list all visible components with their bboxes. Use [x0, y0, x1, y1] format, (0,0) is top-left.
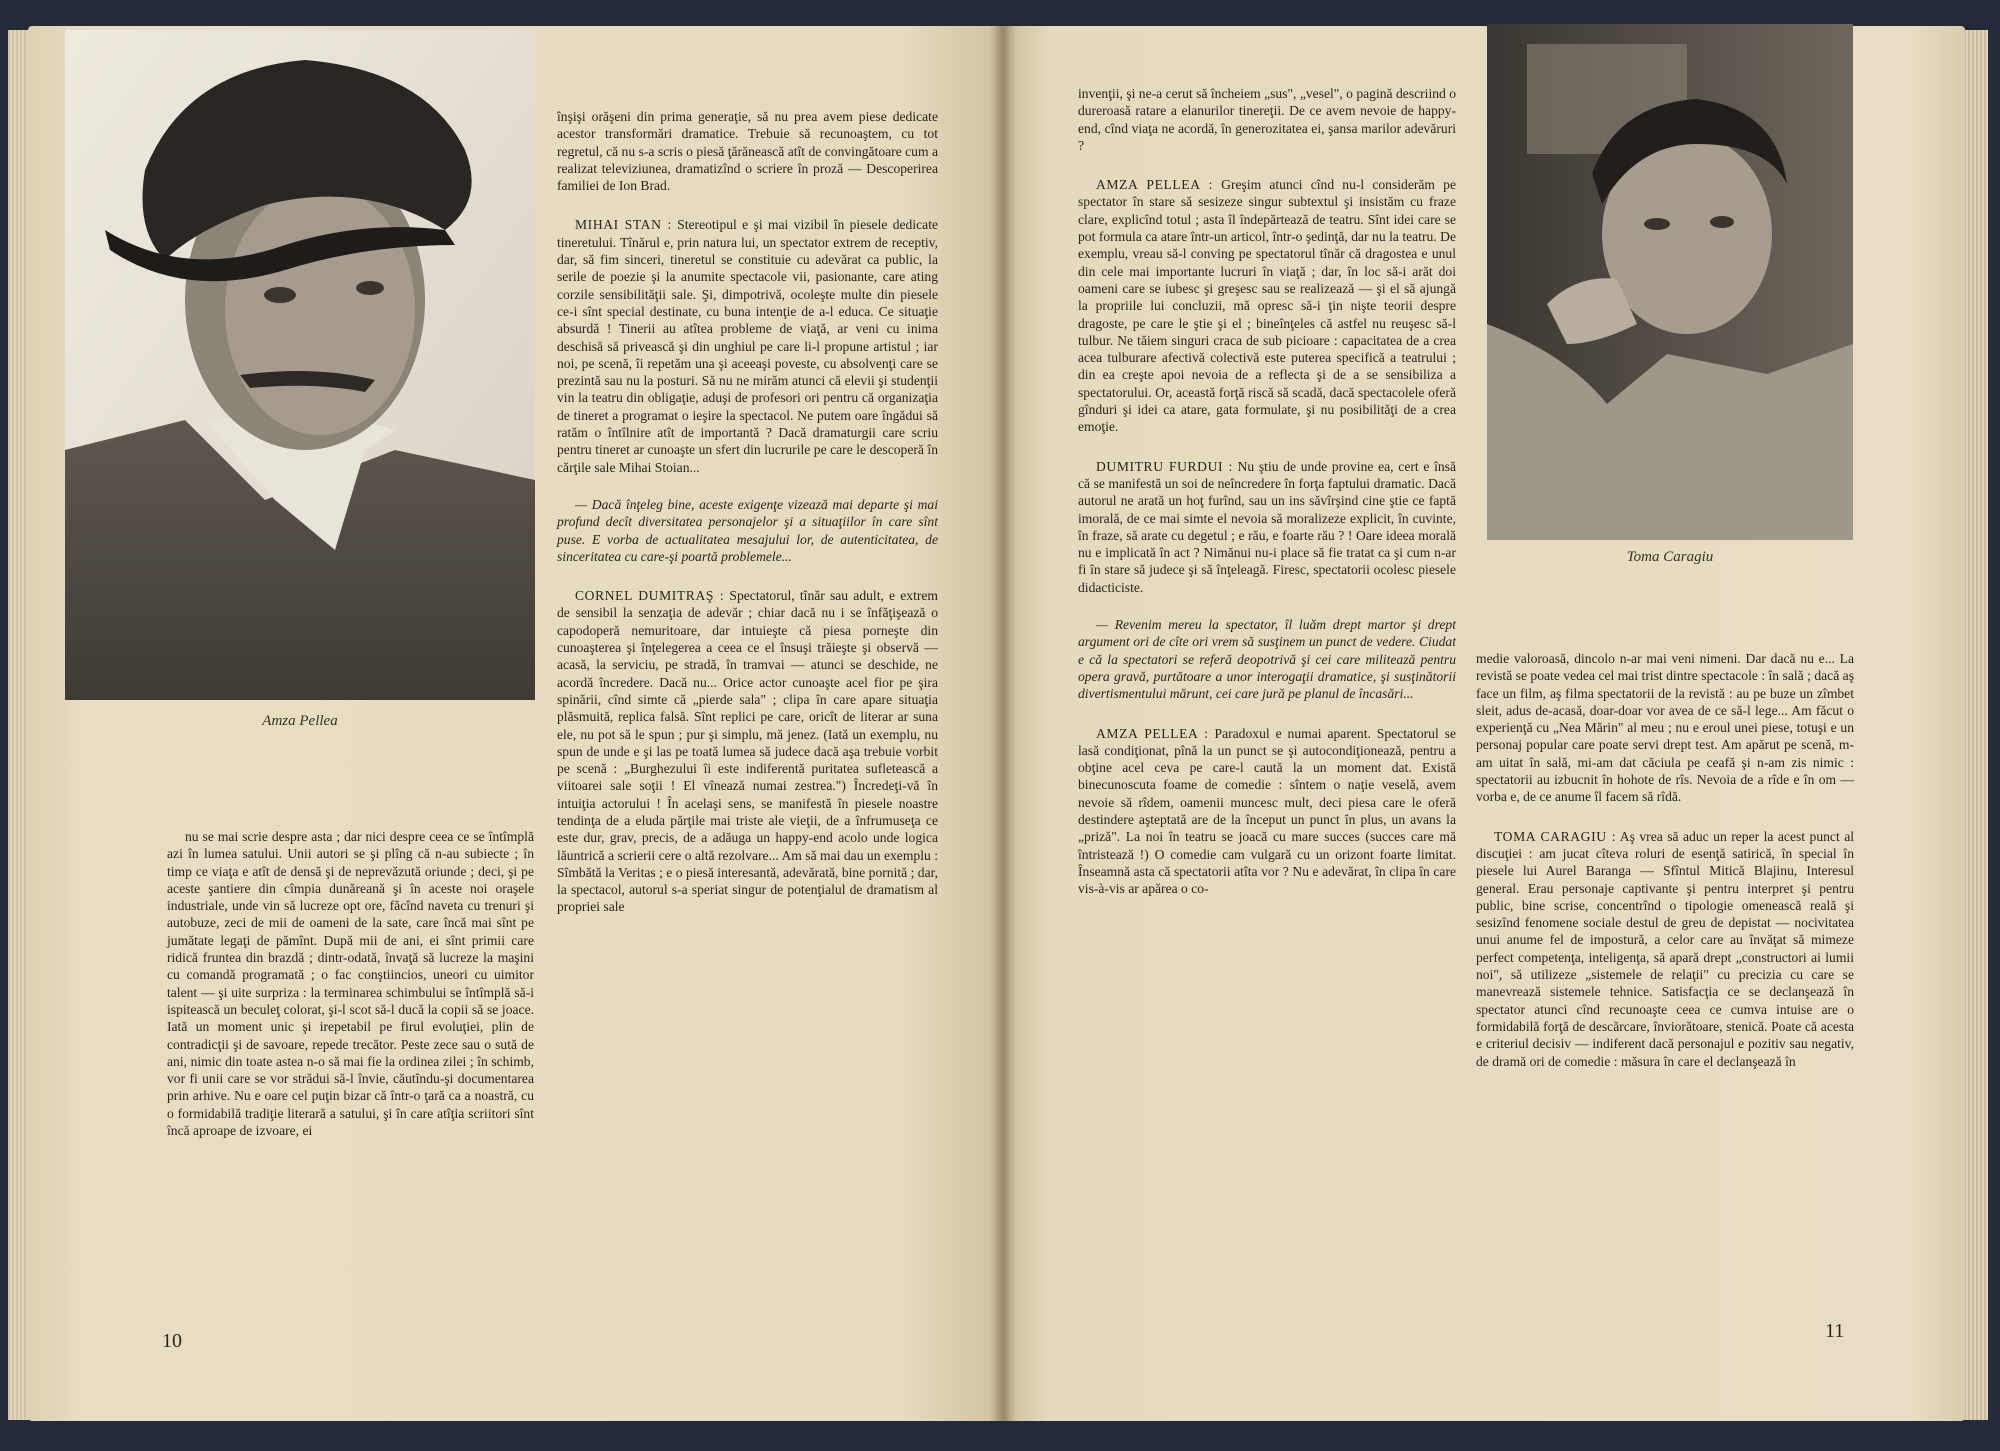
right-column-2 — [1476, 650, 1854, 1070]
paragraph: înşişi orăşeni din prima generaţie, să nu prea avem piese dedicate acestor transformări dramatice. Trebuie să recunoaştem, cu tot regretul, că nu s-a scris o piesă ţărănească atît de convingătoare cum a realizat televiziunea, dramatizînd o scriere în proză — Descoperirea familiei de Ion Brad. — [557, 109, 938, 194]
paragraph: medie valoroasă, dincolo n-ar mai veni nimeni. Dar dacă nu e... La revistă se poate vedea cel mai trist dintre spectacole : în sală ; dacă aş face un film, aş filma spectatorii de la revistă : au pe buze un zîmbet sleit, adus de-acasă, doar-doar vor avea de ce să-l lege... Am făcut o experienţă cu „Nea Mărin" al meu ; nu e eroul unei piese, totuşi e un personaj popular care poate servi drept test. Am apărut pe scenă, m-am uitat în sală, mi-am dat căciula pe ceafă şi n-am zis nimic : spectatorii au izbucnit în hohote de rîs. Nevoia de a rîde e în om — vorba e, de ce anume îl facem să rîdă. — [1476, 651, 1854, 805]
speaker-paragraph — [1078, 176, 1456, 435]
right-column-1 — [1078, 85, 1456, 897]
left-column-1 — [167, 828, 534, 1139]
paragraph-text: Aş vrea să aduc un reper la acest punct al discuţiei : am jucat cîteva roluri de esenţă satirică, în special în piesele lui Aurel Baranga — Sfîntul Mitică Blajinu, Interesul general. Erau personaje captivante şi pentru interpret şi pentru public, bine scrise, concentrînd o tipologie omenească reală şi sesizînd fenomene sociale destul de greu de depistat — nocivitatea unui anume fel de impostură, a celor care au învăţat să mimeze perfect competenţa, inteligenţa, să apară drept „constructori ai lumii noi", să utilizeze „sistemele de relaţii" cu precizia cu care se manevrează sistemele tehnice. Satisfacţia ce se declanşează în spectator atunci cînd recunoaşte ceea ce cumva intuise are o formidabilă forţă de descărcare, înviorătoare, stenică. Poate că acesta e criteriul decisiv — indiferent dacă personajul e pozitiv sau negativ, de dramă ori de comedie : măsura în care el declanşează în — [1476, 828, 1854, 1069]
left-column-2 — [557, 108, 938, 916]
speaker-name: AMZA PELLEA : — [1096, 725, 1209, 741]
photo-caption-left: Amza Pellea — [262, 713, 338, 729]
page-stack-left — [8, 30, 30, 1420]
photo-amza-pellea — [65, 30, 535, 700]
binding-gutter — [990, 26, 1016, 1421]
speaker-paragraph — [1476, 828, 1854, 1070]
portrait-image — [1487, 24, 1853, 540]
page-number-right: 11 — [1825, 1320, 1845, 1342]
paragraph-text: Stereotipul e şi mai vizibil în piesele dedicate tineretului. Tînărul e, prin natura lui, un spectator extrem de receptiv, dar, să fim sinceri, tineretul se constituie cu adevărat ca public, la serile de poezie şi la anumite spectacole vii, pasionante, care ating corzile sensibilităţii sale. Şi, dimpotrivă, ocoleşte multe din piesele ce-i sînt special destinate, cu buna intenţie de a-l educa. Ce situaţie absurdă ! Tinerii au atîtea probleme de viaţă, ar veni cu inima deschisă să privească şi din unghiul pe care li-l propune artistul ; iar noi, pe scenă, îi repetăm una şi aceeaşi poveste, cu absolvenţi care se prezintă sau nu la posturi. Să nu ne mirăm atunci că elevii şi studenţii vin la teatru din obligaţie, aduşi de profesori ori pentru că organizaţia de tineret a programat o ieşire la spectacol. Ne putem oare îngădui să ratăm o întîlnire atît de importantă ? Dacă dramaturgii care scriu pentru tineret ar cunoaşte un sfert din lucrurile pe care le descoperă în cărţile sale Mihai Stoian... — [557, 217, 938, 475]
speaker-name: AMZA PELLEA : — [1096, 177, 1214, 193]
speaker-paragraph — [1078, 725, 1456, 898]
paragraph-text: Spectatorul, tînăr sau adult, e extrem de sensibil la senzaţia de adevăr ; chiar dacă nu i se înfăţişează o capodoperă nemuritoare, dar intuieşte că piesa porneşte din cunoaşterea şi înţelegerea a ceea ce el însuşi trăieşte şi observă — acasă, la serviciu, pe stradă, în tramvai — atunci se deschide, ne acordă încredere. Dacă nu... Orice actor cunoaşte acel fior pe şira spinării, cînd simte că „pierde sala" ; clipa în care apare situaţia plăsmuită, replica falsă. Sînt replici pe care, oricît de literar ar suna ele, nu pot să le spun ; pur şi simplu, mă jenez. (Iată un exemplu, nu spun de unde e şi las pe toată lumea să judece dacă aşa trebuie vorbit pe scenă : „Burghezului îi este indiferentă puritatea sufletească a viitoarei sale soţii ! El vînează numai zestrea.") Încredeţi-vă în intuiţia actorului ! În acelaşi sens, se manifestă în piesele noastre tendinţa de a eluda părţile mai triste ale vieţii, de a înfrumuseţa ce este dur, grav, precis, de a adăuga un happy-end acolo unde logica lăuntrică a scrierii cere o altă rezolvare... Am să mai dau un exemplu : Sîmbătă la Veritas ; e o piesă interesantă, adevărată, bine pornită ; dar, la spectacol, autorul s-a speriat singur de potenţialul de dramatism al propriei sale — [557, 588, 939, 915]
interviewer-question: — Dacă înţeleg bine, aceste exigenţe vizează mai departe şi mai profund decît diversitatea personajelor şi a situaţiilor în care sînt puse. E vorba de actualitatea mesajului lor, de autenticitatea, de sinceritatea cu care-şi poartă problemele... — [557, 496, 938, 564]
speaker-name: TOMA CARAGIU : — [1494, 828, 1617, 844]
page-stack-right — [1962, 30, 1988, 1420]
paragraph: invenţii, şi ne-a cerut să încheiem „sus", „vesel", o pagină descriind o dureroasă ratare a elanurilor tinereţii. De ce avem nevoie de happy-end, cînd viaţa ne acordă, în generozitatea ei, şansa marilor adevăruri ? — [1078, 86, 1457, 153]
speaker-paragraph — [1078, 458, 1456, 596]
paragraph-text: Nu ştiu de unde provine ea, cert e însă că se manifestă un soi de neîncredere în forţa faptului dramatic. Dacă autorul ne arată un hoţ furînd, sau un ins săvîrşind cine ştie ce faptă imorală, de ce mai simte el nevoia să moralizeze explicit, în cuvinte, în fraze, să arate cu degetul ; e rău, e foarte rău ? ! Oare ideea morală nu e implicată în act ? Nimănui nu-i place să fie tratat ca şi cum n-ar fi în stare să judece şi să înţeleagă. Firesc, spectatorii ocolesc piesele didacticiste. — [1078, 458, 1457, 595]
paragraph-text: Paradoxul e numai aparent. Spectatorul se lasă condiţionat, pînă la un punct se şi autocondiţionează, pentru a obţine acel ceva pe care-l caută la un moment dat. Există binecunoscuta foame de comedie : sîntem o naţie veselă, avem nevoie să rîdem, oamenii muncesc mult, deci piesa care le oferă destindere aşteptată are de la început un punct în plus, un avans la „priză". La noi în teatru se joacă cu mare succes (succes care mă întristează !) O comedie cam vulgară cu un orizont foarte limitat. Înseamnă asta că spectatorii atîta vor ? Nu e adevărat, în clipa în care vis-à-vis ar apărea o co- — [1078, 725, 1456, 897]
paragraph-text: Greşim atunci cînd nu-l considerăm pe spectator în stare să sesizeze singur subtextul şi insistăm cu fraze clare, explicînd totul ; asta îl îndepărtează de teatru. Sînt idei care se pot formula ca atare într-un articol, într-o şedinţă, dar nu la teatru. De exemplu, vreau să-l conving pe spectatorul tînăr că dragostea e unul din cele mai importante lucruri în viaţă ; dar, în loc să-i arăt doi oameni care se iubesc şi greşesc sau se realizează — şi el să ajungă la propriile lui concluzii, mă opresc să-i ţin nişte teorii despre dragoste, pe care le ştie şi el ; bineînţeles că astfel nu reuşesc să-l tulbur. Ne tăiem singuri craca de sub picioare : capacitatea de a crea acea tulburare afectivă colectivă este puterea specifică a teatrului ; din ea creşte apoi nevoia de a reflecta şi de a se sensibiliza a spectatorului. Or, această forţă riscă să scadă, dacă spectacolele oferă gînduri şi idei ca atare, gata formulate, şi nu posibilităţi de a crea emoţie. — [1078, 177, 1456, 435]
speaker-name: DUMITRU FURDUI : — [1096, 458, 1233, 474]
paragraph: nu se mai scrie despre asta ; dar nici despre ceea ce se întîmplă azi în lumea satului. Unii autori se şi plîng că n-au subiecte ; în timp ce viaţa e atît de densă şi de neprevăzută oriunde ; deci, şi pe aceste şantiere din cîmpia dunăreană şi în aceste noi oraşele industriale, unde vin să lucreze opt ore, făcînd naveta cu trenuri şi autobuze, zeci de mii de oameni de la sate, care încă mai sînt pe jumătate legaţi de pămînt. După mii de ani, ei sînt primii care ridică fruntea din brazdă ; dintr-odată, învaţă să lucreze la maşini cu comandă programată ; o fac conştiincios, uneori cu uimitor talent — şi uite surpriza : la terminarea schimbului se întîmplă să-i ispitească un beculeţ colorat, şi-l scot să-l ducă la copii să se joace. Iată un moment unic şi irepetabil pe firul evoluţiei, plin de contradicţii şi de savoare, repede trecător. Peste zece sau o sută de ani, nimic din toate astea n-o să mai fie la ordinea zilei ; în schimb, vor fi unii care se vor strădui să-l învie, căutîndu-şi documentarea prin arhive. Nu e oare cel puţin bizar că într-o ţară ca a noastră, cu o formidabilă tradiţie literară a satului, şi în care atîţia scriitori sînt încă aproape de izvoare, ei — [167, 829, 534, 1139]
speaker-name: CORNEL DUMITRAŞ : — [575, 588, 725, 604]
speaker-paragraph — [557, 216, 938, 475]
speaker-name: MIHAI STAN : — [575, 217, 672, 233]
interviewer-question: — Revenim mereu la spectator, îl luăm drept martor şi drept argument ori de cîte ori vrem să susţinem un punct de vedere. Ciudat e că la spectatori se referă deopotrivă şi cei care militează pentru opera gravă, purtătoare a unor interogaţii dramatice, şi susţinătorii divertismentului mărunt, cei care jură pe planul de încasări... — [1078, 617, 1456, 702]
portrait-image — [65, 30, 535, 700]
photo-toma-caragiu — [1487, 24, 1853, 540]
photo-caption-right: Toma Caragiu — [1626, 549, 1714, 565]
page-number-left: 10 — [162, 1330, 182, 1352]
speaker-paragraph — [557, 587, 938, 916]
